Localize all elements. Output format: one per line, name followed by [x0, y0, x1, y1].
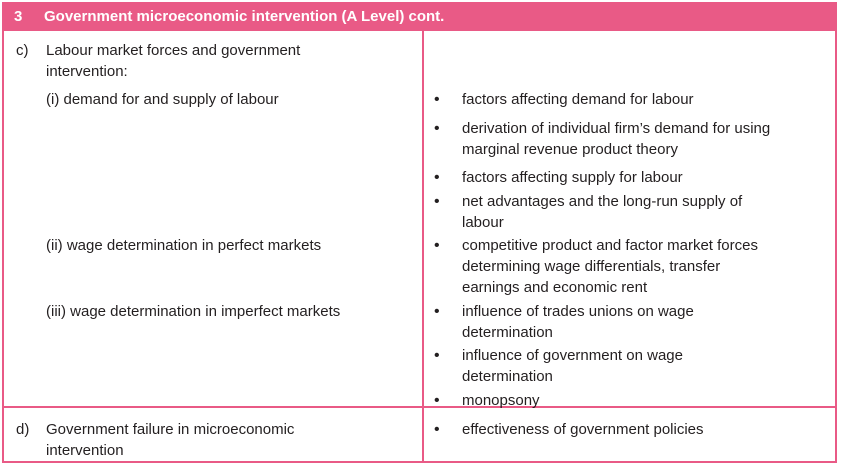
- row-d-topic: [16, 419, 411, 461]
- bullet-line: marginal revenue product theory: [462, 141, 678, 158]
- table-body: [2, 31, 837, 463]
- bullet-line: earnings and economic rent: [462, 279, 648, 296]
- row-d-marker: d): [16, 421, 30, 438]
- bullet-line: determining wage differentials, transfer: [462, 258, 721, 275]
- row-c-bullet-8: [462, 390, 832, 411]
- bullet-icon: •: [434, 421, 440, 438]
- bullet-line: effectiveness of government policies: [462, 421, 704, 438]
- row-c-bullet-1: [462, 89, 832, 110]
- subtopic-perfect-markets: (ii) wage determination in perfect markets: [46, 237, 322, 254]
- subtopic-demand-supply: (i) demand for and supply of labour: [46, 91, 279, 108]
- bullet-line: net advantages and the long-run supply of: [462, 193, 743, 210]
- bullet-line: influence of trades unions on wage: [462, 303, 694, 320]
- bullet-icon: •: [434, 303, 440, 320]
- bullet-line: influence of government on wage: [462, 347, 683, 364]
- bullet-icon: •: [434, 237, 440, 254]
- row-d-bullet-1: [462, 419, 832, 440]
- section-header: [2, 2, 837, 31]
- bullet-line: monopsony: [462, 392, 540, 409]
- bullet-line: competitive product and factor market forces: [462, 237, 758, 254]
- row-c-topic: [16, 40, 411, 82]
- bullet-line: derivation of individual firm’s demand for using: [462, 120, 771, 137]
- bullet-icon: •: [434, 193, 440, 210]
- row-d-title-line-2: intervention: [46, 442, 124, 459]
- bullet-icon: •: [434, 392, 440, 409]
- row-c-bullet-2: [462, 118, 832, 160]
- bullet-icon: •: [434, 120, 440, 137]
- row-c-title-line-1: Labour market forces and government: [46, 42, 301, 59]
- subtopic-imperfect-markets: (iii) wage determination in imperfect markets: [46, 303, 341, 320]
- row-c-bullet-5: [462, 235, 832, 298]
- row-c-bullet-4: [462, 191, 832, 233]
- bullet-line: factors affecting demand for labour: [462, 91, 694, 108]
- row-c-bullet-6: [462, 301, 832, 343]
- section-title: Government microeconomic intervention (A Level) cont.: [44, 8, 445, 25]
- bullet-icon: •: [434, 169, 440, 186]
- row-c-bullet-7: [462, 345, 832, 387]
- bullet-icon: •: [434, 347, 440, 364]
- bullet-line: factors affecting supply for labour: [462, 169, 683, 186]
- row-d-title-line-1: Government failure in microeconomic: [46, 421, 295, 438]
- bullet-line: determination: [462, 324, 553, 341]
- row-c-bullet-3: [462, 167, 832, 188]
- bullet-line: labour: [462, 214, 504, 231]
- section-number: 3: [14, 8, 23, 25]
- row-c-title-line-2: intervention:: [46, 63, 128, 80]
- bullet-icon: •: [434, 91, 440, 108]
- bullet-line: determination: [462, 368, 553, 385]
- row-c-marker: c): [16, 42, 29, 59]
